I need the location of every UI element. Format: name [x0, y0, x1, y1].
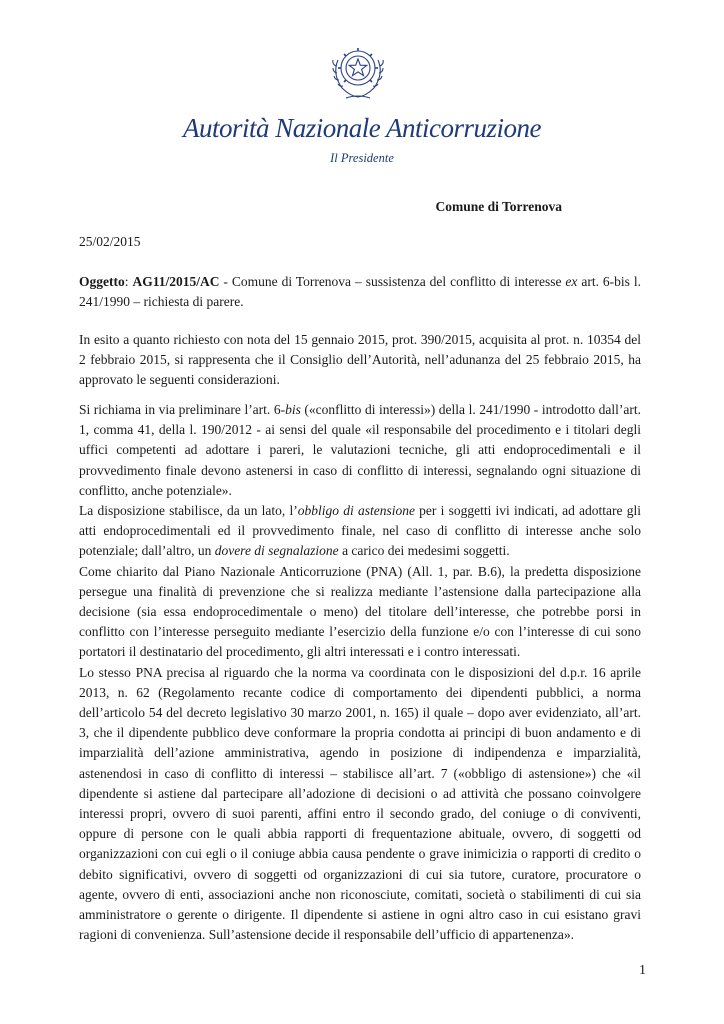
paragraph-1 — [79, 400, 641, 501]
subject-text-end: art. 6-bis l. 241/1990 – richiesta di parere. — [79, 274, 641, 310]
organization-name: Autorità Nazionale Anticorruzione — [182, 113, 541, 143]
p2-italic-2: dovere di segnalazione — [214, 543, 339, 559]
italian-republic-emblem-icon — [328, 40, 388, 102]
office-title: Il Presidente — [330, 151, 394, 165]
subject-line — [79, 272, 641, 312]
p2-text-b: per i soggetti ivi indicati, ad adottare gli atti endoprocedimentali ed il provvedimento finale, nel caso di conflitto di interesse anche solo potenziale; dall’altro, un — [79, 503, 642, 559]
page-number: 1 — [639, 963, 646, 978]
subject-label: Oggetto — [79, 274, 125, 289]
p1-text-a: Si richiama in via preliminare l’art. 6- — [79, 402, 286, 417]
p2-text-c: a carico dei medesimi soggetti. — [338, 543, 510, 559]
paragraph-3: Come chiarito dal Piano Nazionale Anticorruzione (PNA) (All. 1, par. B.6), la predetta disposizione persegue una finalità di prevenzione che si realizza mediante l’astensione dalla partecipazione alla decisione (sia essa endoprocedimentale o meno) del titolare dell’interesse, che potrebbe porsi in conflitto con l’interesse perseguito mediante l’esercizio della funzione e/o con l’interesse di cui sono portatori il destinatario del procedimento, gli altri interessati e i contro interessati. — [79, 563, 641, 660]
subject-code: AG11/2015/AC — [132, 274, 220, 289]
letter-date: 25/02/2015 — [79, 234, 141, 249]
intro-text: In esito a quanto richiesto con nota del 15 gennaio 2015, prot. 390/2015, acquisita al prot. n. 10354 del 2 febbraio 2015, si rappresenta che il Consiglio dell’Autorità, nell’adunanza del 25 febbraio 2015, ha approvato le seguenti considerazioni. — [79, 332, 641, 388]
intro-paragraph — [79, 330, 641, 391]
paragraph-2 — [79, 501, 641, 562]
recipient: Comune di Torrenova — [435, 199, 562, 214]
subject-text: - Comune di Torrenova – sussistenza del conflitto di interesse — [219, 274, 566, 289]
p1-text-b: («conflitto di interessi») della l. 241/1990 - introdotto dall’art. 1, comma 41, della l. 190/2012 - ai sensi del quale «il responsabile del procedimento e i titolari degli uffici competenti ad adottare i pareri, le valutazioni tecniche, gli atti endoprocedimentali e il provvedimento finale devono astenersi in caso di conflitto di interessi, segnalando ogni situazione di conflitto, anche potenziale». — [79, 402, 641, 498]
subject-colon: : — [124, 274, 129, 289]
p2-text-a: La disposizione stabilisce, da un lato, l’ — [79, 503, 298, 519]
p1-italic: bis — [285, 402, 301, 417]
paragraph-4: Lo stesso PNA precisa al riguardo che la norma va coordinata con le disposizioni del d.p.r. 16 aprile 2013, n. 62 (Regolamento recante codice di comportamento dei dipendenti pubblici, a norma dell’articolo 54 del decreto legislativo 30 marzo 2001, n. 165) il quale – dopo aver evidenziato, all’art. 3, che il dipendente pubblico deve conformare la propria condotta ai principi di buon andamento e di imparzialità dell’azione amministrativa, agendo in posizione di indipendenza e imparzialità, astenendosi in caso di conflitto di interessi – stabilisce all’art. 7 («obbligo di astensione») che «il dipendente si astiene dal partecipare all’adozione di decisioni o ad attività che possano coinvolgere interessi propri, ovvero di suoi parenti, affini entro il secondo grado, del coniuge o di conviventi, oppure di persone con le quali abbia rapporti di frequentazione abituale, ovvero, di soggetti od organizzazioni con cui egli o il coniuge abbia causa pendente o grave inimicizia o rapporti di credito o debito significativi, ovvero di soggetti od organizzazioni di cui sia tutore, curatore, procuratore o agente, ovvero di enti, associazioni anche non riconosciute, comitati, società o stabilimenti di cui sia amministratore o gerente o dirigente. Il dipendente si astiene in ogni altro caso in cui esistano gravi ragioni di convenienza. Sull’astensione decide il responsabile dell’ufficio di appartenenza». — [79, 664, 641, 943]
body — [79, 400, 641, 945]
subject-text-italic: ex — [565, 274, 578, 289]
p2-italic-1: obbligo di astensione — [297, 503, 415, 519]
